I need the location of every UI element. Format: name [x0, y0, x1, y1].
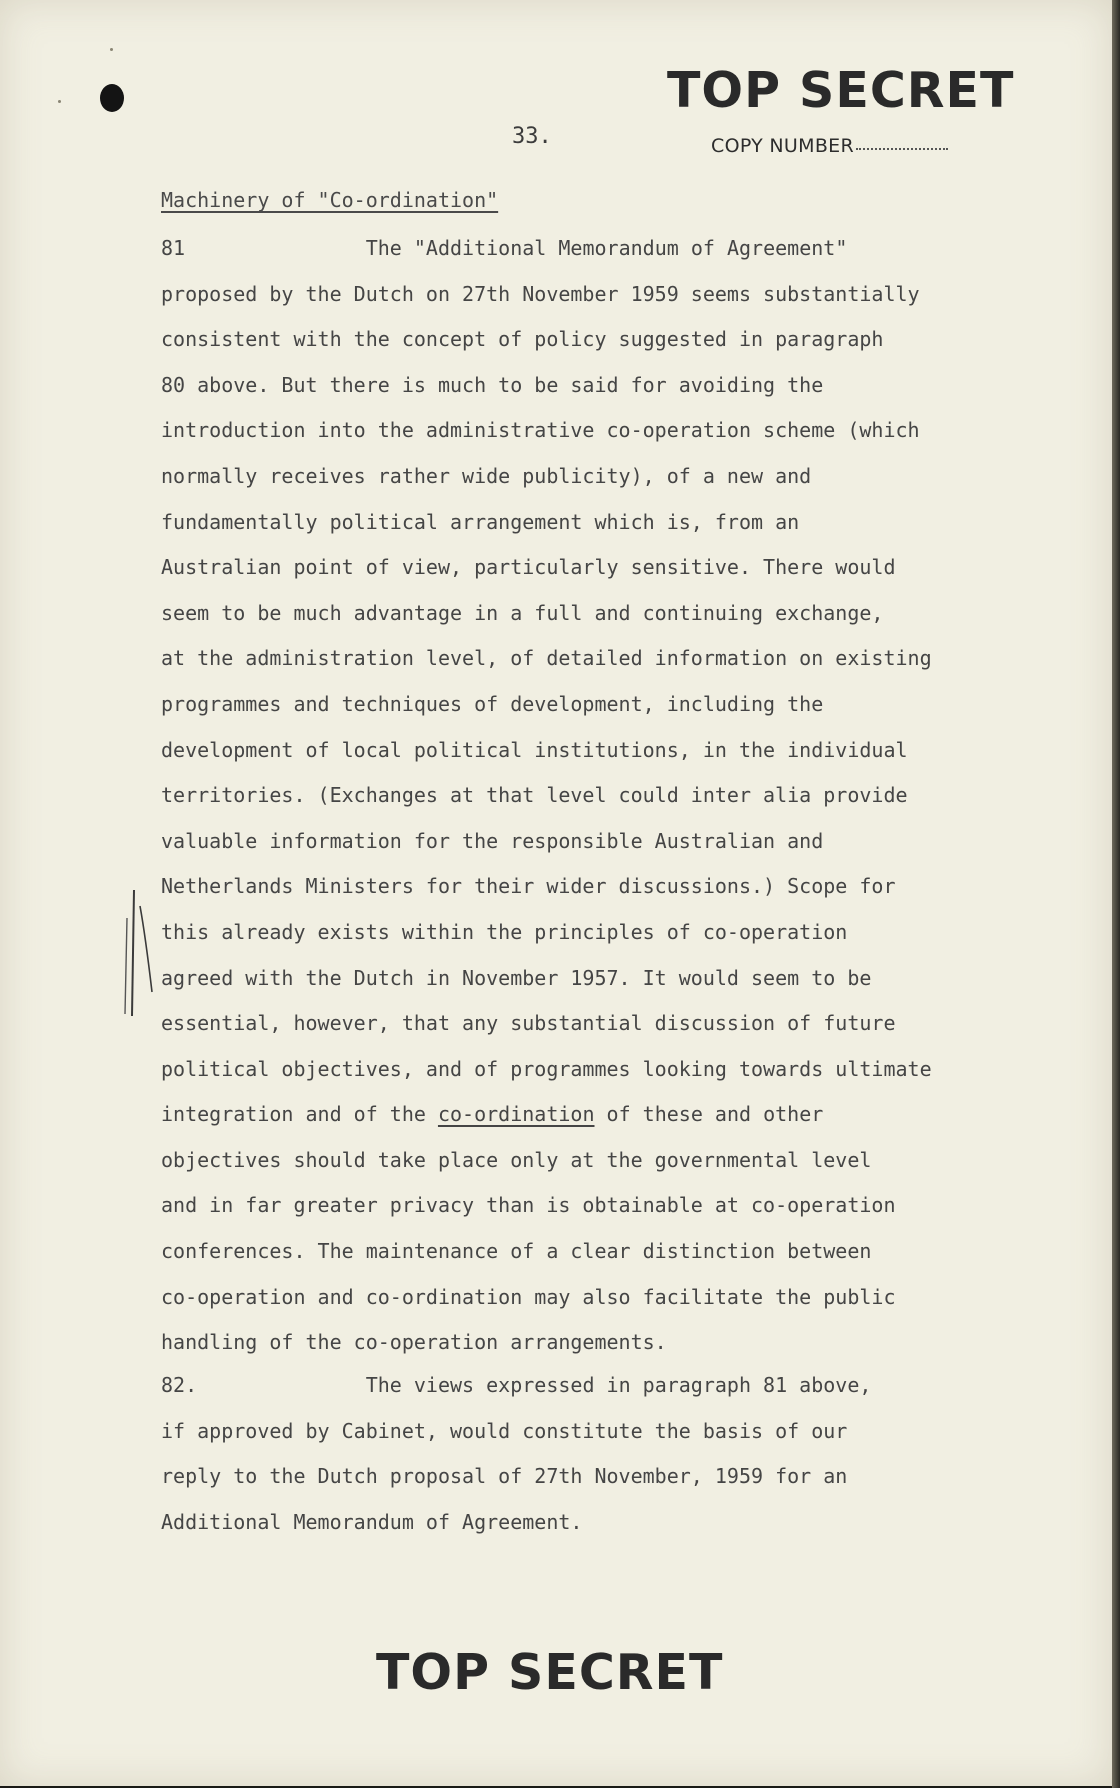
copy-number-label: COPY NUMBER [711, 135, 854, 157]
paragraph-line: co-operation and co-ordination may also facilitate the public [161, 1284, 896, 1309]
punch-hole [100, 84, 124, 112]
paragraph-line: normally receives rather wide publicity), of a new and [161, 463, 812, 488]
paragraph-line: Additional Memorandum of Agreement. [161, 1509, 583, 1534]
paragraph-line: 80 above. But there is much to be said for avoiding the [161, 372, 824, 397]
paragraph-line: development of local political institutions, in the individual [161, 737, 908, 762]
section-heading: Machinery of "Co-ordination" [161, 188, 499, 212]
scan-edge [1112, 0, 1120, 1788]
paper-speck [58, 100, 61, 103]
paragraph-line: Australian point of view, particularly sensitive. There would [161, 555, 896, 580]
paragraph-line: essential, however, that any substantial discussion of future [161, 1011, 896, 1036]
paragraph-line: and in far greater privacy than is obtainable at co-operation [161, 1193, 896, 1218]
paragraph-line-with-emphasis [161, 1092, 932, 1138]
paragraph-line: valuable information for the responsible Australian and [161, 828, 824, 853]
paragraph-line: Netherlands Ministers for their wider discussions.) Scope for [161, 874, 896, 899]
header-classification: TOP SECRET [667, 62, 1015, 119]
paragraph-line: reply to the Dutch proposal of 27th November, 1959 for an [161, 1464, 848, 1489]
paragraph-82 [161, 1363, 871, 1545]
paragraph-81 [161, 226, 932, 1366]
footer-classification: TOP SECRET [376, 1644, 724, 1701]
underlined-term: co-ordination [437, 1102, 595, 1127]
paragraph-line: The "Additional Memorandum of Agreement" [365, 236, 848, 260]
paragraph-first-line [161, 226, 932, 272]
copy-number-blank [856, 148, 948, 150]
paragraph-line-end: of these and other [594, 1102, 824, 1127]
paragraph-line: fundamentally political arrangement which is, from an [161, 509, 800, 534]
paragraph-line: agreed with the Dutch in November 1957. It would seem to be [161, 965, 872, 990]
paragraph-line: objectives should take place only at the governmental level [161, 1147, 872, 1172]
paragraph-line: conferences. The maintenance of a clear distinction between [161, 1239, 872, 1264]
copy-number-field [711, 135, 948, 157]
paragraph-line-start: integration and of the [161, 1102, 438, 1127]
paragraph-line: handling of the co-operation arrangements. [161, 1330, 667, 1355]
paragraph-first-line [161, 1363, 871, 1409]
paragraph-line: introduction into the administrative co-operation scheme (which [161, 418, 920, 443]
paragraph-number: 82. [161, 1373, 198, 1397]
paragraph-line: programmes and techniques of development, including the [161, 691, 824, 716]
page-number: 33. [512, 124, 552, 149]
paper-speck [110, 48, 113, 51]
paragraph-line: political objectives, and of programmes looking towards ultimate [161, 1056, 932, 1081]
paragraph-number: 81 [161, 236, 186, 260]
paragraph-line: territories. (Exchanges at that level could inter alia provide [161, 783, 908, 808]
margin-bracket-mark [120, 888, 154, 1018]
paragraph-line: at the administration level, of detailed information on existing [161, 646, 932, 671]
paragraph-line: this already exists within the principles of co-operation [161, 919, 848, 944]
paragraph-line: consistent with the concept of policy suggested in paragraph [161, 327, 884, 352]
paragraph-line: The views expressed in paragraph 81 above, [365, 1373, 872, 1397]
paragraph-line: if approved by Cabinet, would constitute the basis of our [161, 1418, 848, 1443]
paragraph-line: seem to be much advantage in a full and continuing exchange, [161, 600, 884, 625]
paragraph-line: proposed by the Dutch on 27th November 1959 seems substantially [161, 281, 920, 306]
